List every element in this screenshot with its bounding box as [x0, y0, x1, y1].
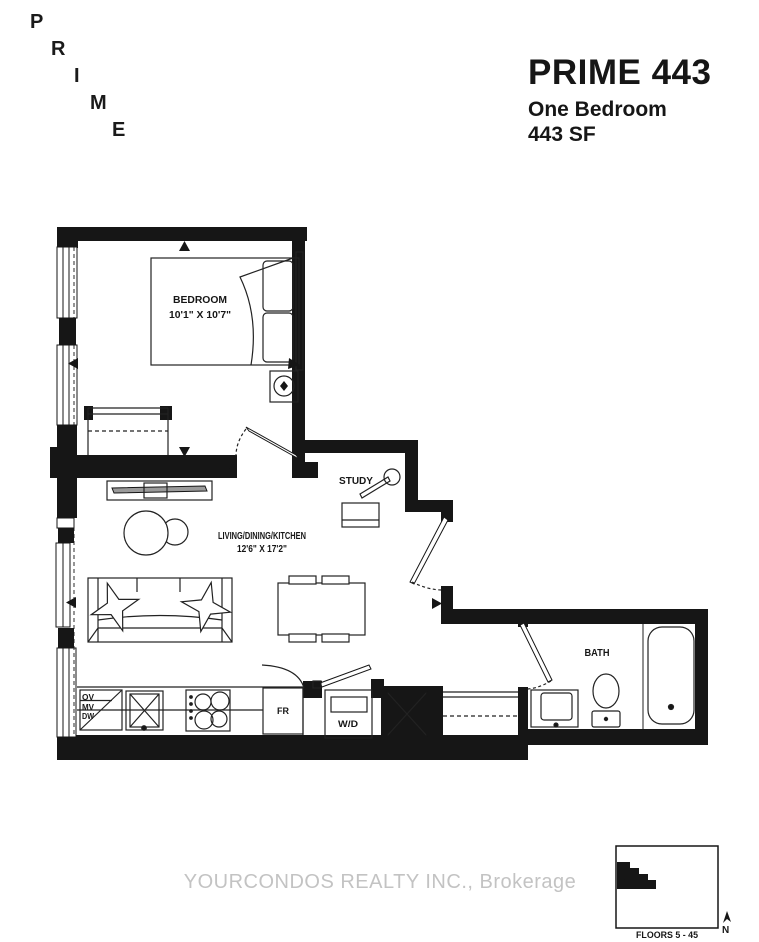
- logo-letter-m: M: [90, 92, 107, 114]
- bath-door-leaf: [520, 623, 552, 682]
- toilet-bowl: [593, 674, 619, 708]
- logo-letter-p: P: [30, 11, 44, 33]
- unit-type: One Bedroom: [528, 97, 667, 121]
- bed-pillow: [263, 261, 293, 311]
- washer-dryer-drum: [331, 697, 367, 712]
- page-title: PRIME 443: [528, 53, 712, 92]
- logo-letter-e: E: [112, 119, 126, 141]
- arrow-up-icon: [179, 241, 190, 251]
- tv: [112, 486, 207, 493]
- logo-letter-r: R: [51, 38, 66, 60]
- walls: [50, 227, 708, 760]
- keyplate: [616, 846, 731, 940]
- study-label: STUDY: [339, 476, 374, 487]
- bath-label: BATH: [584, 648, 610, 659]
- unit-floor-label: 5: [620, 875, 626, 885]
- bedroom-closet: [88, 408, 168, 455]
- study-chair: [384, 469, 400, 485]
- bedroom-area: [88, 252, 303, 459]
- north-arrow-icon: [723, 911, 731, 923]
- coffee-table: [124, 511, 168, 555]
- dishwasher-label: DW: [82, 712, 95, 721]
- dining-chair: [322, 576, 349, 584]
- kitchen-area: [77, 665, 518, 738]
- floors-label: FLOORS 5 - 45: [636, 930, 698, 940]
- sink-faucet: [142, 726, 147, 731]
- north-label: N: [722, 925, 730, 936]
- bedroom-door-leaf: [246, 427, 299, 459]
- dining-table: [278, 583, 365, 635]
- dining-chair: [322, 634, 349, 642]
- vanity-sink: [541, 693, 572, 720]
- oven-label: OV: [82, 693, 95, 702]
- dining-chair: [289, 634, 316, 642]
- bedroom-door-swing: [236, 429, 246, 456]
- entry-area: [410, 517, 448, 590]
- bath-area: [520, 623, 694, 729]
- fridge-door-swing: [262, 665, 304, 688]
- entry-closet: [443, 692, 518, 697]
- burner: [211, 692, 229, 710]
- dining-chair: [289, 576, 316, 584]
- living-area: [88, 481, 365, 642]
- vanity-faucet: [554, 723, 558, 727]
- entry-door-swing: [412, 582, 443, 590]
- microwave-label: MV: [82, 703, 95, 712]
- bath-vanity: [531, 690, 578, 727]
- burner: [195, 711, 213, 729]
- wd-bifold-door: [320, 665, 371, 687]
- bedroom-dims: 10'1" X 10'7": [169, 310, 232, 321]
- bed-pillow: [263, 313, 293, 362]
- tub-drain: [669, 705, 674, 710]
- entry-door-leaf: [410, 517, 448, 584]
- arrow-right-icon: [432, 598, 442, 609]
- room-labels: [82, 295, 610, 729]
- wd-label: W/D: [338, 719, 359, 729]
- living-dims: 12'6" X 17'2": [237, 544, 288, 555]
- watermark: YOURCONDOS REALTY INC., Brokerage: [178, 870, 583, 895]
- lamp-star: [280, 381, 288, 391]
- sofa-pillow-star: [182, 583, 231, 632]
- bedroom-label: BEDROOM: [173, 295, 227, 306]
- burner: [195, 694, 211, 710]
- living-label: LIVING/DINING/KITCHEN: [218, 531, 306, 542]
- unit-area: 443 SF: [528, 122, 596, 146]
- logo-letter-i: I: [74, 65, 80, 87]
- study-desk: [342, 503, 379, 527]
- fridge-label: FR: [277, 706, 290, 716]
